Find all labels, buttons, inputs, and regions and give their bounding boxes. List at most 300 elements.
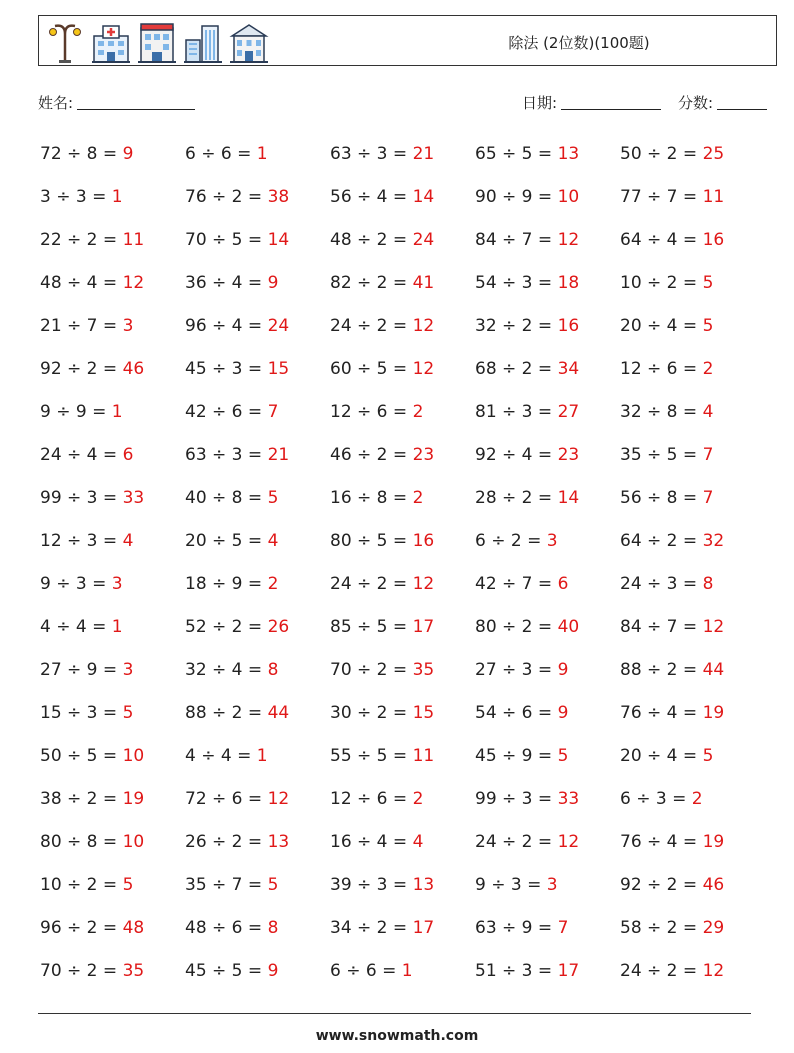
problem-question: 63 ÷ 3 =: [185, 445, 268, 465]
problem-answer: 8: [267, 918, 279, 938]
problem-answer: 11: [412, 746, 435, 766]
problem-question: 54 ÷ 6 =: [475, 703, 558, 723]
problem-question: 80 ÷ 2 =: [475, 617, 558, 637]
problem-question: 24 ÷ 2 =: [330, 574, 413, 594]
problem-question: 12 ÷ 6 =: [330, 402, 413, 422]
problem-question: 77 ÷ 7 =: [620, 187, 703, 207]
problem-question: 42 ÷ 6 =: [185, 402, 268, 422]
problem-item: [40, 305, 185, 348]
problem-answer: 21: [412, 144, 435, 164]
problem-item: [40, 606, 185, 649]
problem-question: 32 ÷ 4 =: [185, 660, 268, 680]
problem-item: [620, 692, 765, 735]
problem-answer: 33: [557, 789, 580, 809]
problem-item: [620, 434, 765, 477]
problem-answer: 4: [267, 531, 279, 551]
problem-item: [185, 133, 330, 176]
problem-question: 92 ÷ 4 =: [475, 445, 558, 465]
problem-answer: 14: [267, 230, 290, 250]
problem-item: [40, 649, 185, 692]
problem-answer: 17: [412, 918, 435, 938]
problem-item: [620, 606, 765, 649]
date-label: 日期:: [522, 94, 558, 112]
problem-answer: 16: [412, 531, 435, 551]
problem-answer: 19: [122, 789, 145, 809]
problem-item: [330, 348, 475, 391]
problem-answer: 12: [267, 789, 290, 809]
problem-answer: 21: [267, 445, 290, 465]
problem-answer: 1: [111, 402, 123, 422]
problem-answer: 4: [122, 531, 134, 551]
footer-divider: [38, 1013, 751, 1014]
problem-question: 24 ÷ 4 =: [40, 445, 123, 465]
problem-answer: 13: [412, 875, 435, 895]
problem-answer: 33: [122, 488, 145, 508]
problem-item: [185, 262, 330, 305]
problem-answer: 10: [122, 832, 145, 852]
problem-question: 48 ÷ 4 =: [40, 273, 123, 293]
problem-question: 60 ÷ 5 =: [330, 359, 413, 379]
hospital-icon: [91, 20, 131, 64]
problem-answer: 12: [412, 359, 435, 379]
problem-item: [330, 649, 475, 692]
date-field[interactable]: [522, 92, 661, 113]
worksheet-header: [38, 15, 777, 66]
problem-answer: 46: [122, 359, 145, 379]
problem-question: 6 ÷ 6 =: [330, 961, 402, 981]
problem-question: 72 ÷ 8 =: [40, 144, 123, 164]
problem-question: 42 ÷ 7 =: [475, 574, 558, 594]
problem-answer: 9: [557, 660, 569, 680]
problem-item: [40, 950, 185, 993]
problem-answer: 13: [557, 144, 580, 164]
problem-item: [620, 391, 765, 434]
problem-item: [40, 692, 185, 735]
score-field[interactable]: [678, 92, 767, 113]
problem-answer: 1: [111, 617, 123, 637]
problem-question: 70 ÷ 2 =: [330, 660, 413, 680]
problem-answer: 3: [122, 316, 134, 336]
problem-item: [330, 305, 475, 348]
problem-question: 20 ÷ 4 =: [620, 316, 703, 336]
problem-question: 55 ÷ 5 =: [330, 746, 413, 766]
problem-answer: 8: [267, 660, 279, 680]
problem-question: 45 ÷ 9 =: [475, 746, 558, 766]
problem-item: [40, 735, 185, 778]
problem-question: 46 ÷ 2 =: [330, 445, 413, 465]
problem-question: 63 ÷ 3 =: [330, 144, 413, 164]
problem-question: 96 ÷ 2 =: [40, 918, 123, 938]
problem-answer: 41: [412, 273, 435, 293]
problem-answer: 26: [267, 617, 290, 637]
problem-answer: 44: [267, 703, 290, 723]
problem-item: [185, 348, 330, 391]
name-field[interactable]: [38, 92, 195, 113]
problem-item: [330, 950, 475, 993]
problem-question: 4 ÷ 4 =: [185, 746, 257, 766]
problem-answer: 23: [412, 445, 435, 465]
problem-item: [185, 950, 330, 993]
problem-answer: 35: [122, 961, 145, 981]
problem-answer: 14: [412, 187, 435, 207]
problem-answer: 12: [557, 230, 580, 250]
problem-item: [620, 176, 765, 219]
problem-question: 84 ÷ 7 =: [620, 617, 703, 637]
problem-answer: 5: [702, 316, 714, 336]
problem-answer: 13: [267, 832, 290, 852]
problem-answer: 19: [702, 703, 725, 723]
problem-answer: 16: [557, 316, 580, 336]
problem-answer: 19: [702, 832, 725, 852]
problem-item: [475, 348, 620, 391]
problem-question: 9 ÷ 3 =: [40, 574, 112, 594]
problem-item: [475, 907, 620, 950]
problem-item: [40, 778, 185, 821]
problem-question: 58 ÷ 2 =: [620, 918, 703, 938]
street-lamp-icon: [45, 20, 85, 64]
problem-answer: 2: [412, 402, 424, 422]
problem-answer: 34: [557, 359, 580, 379]
problem-answer: 9: [267, 961, 279, 981]
problem-item: [475, 692, 620, 735]
problem-question: 36 ÷ 4 =: [185, 273, 268, 293]
problem-item: [620, 778, 765, 821]
problem-answer: 2: [267, 574, 279, 594]
problem-item: [475, 133, 620, 176]
problem-answer: 5: [122, 703, 134, 723]
problem-item: [330, 520, 475, 563]
problem-question: 84 ÷ 7 =: [475, 230, 558, 250]
problem-answer: 48: [122, 918, 145, 938]
problem-question: 4 ÷ 4 =: [40, 617, 112, 637]
problem-answer: 1: [256, 746, 268, 766]
office-tower-icon: [183, 20, 223, 64]
problem-answer: 14: [557, 488, 580, 508]
problem-answer: 23: [557, 445, 580, 465]
problem-answer: 10: [122, 746, 145, 766]
problem-answer: 2: [691, 789, 703, 809]
problem-answer: 17: [412, 617, 435, 637]
problem-item: [620, 520, 765, 563]
problem-question: 50 ÷ 2 =: [620, 144, 703, 164]
problem-item: [40, 176, 185, 219]
problem-answer: 7: [702, 445, 714, 465]
problem-answer: 2: [412, 488, 424, 508]
problem-item: [185, 907, 330, 950]
problem-question: 20 ÷ 4 =: [620, 746, 703, 766]
problem-item: [620, 477, 765, 520]
problem-item: [330, 262, 475, 305]
problem-item: [40, 821, 185, 864]
problem-question: 48 ÷ 6 =: [185, 918, 268, 938]
problem-question: 21 ÷ 7 =: [40, 316, 123, 336]
problem-item: [330, 477, 475, 520]
problem-question: 6 ÷ 3 =: [620, 789, 692, 809]
problem-answer: 3: [111, 574, 123, 594]
problem-question: 63 ÷ 9 =: [475, 918, 558, 938]
problem-question: 35 ÷ 5 =: [620, 445, 703, 465]
problem-question: 10 ÷ 2 =: [620, 273, 703, 293]
problem-answer: 15: [267, 359, 290, 379]
problem-answer: 7: [702, 488, 714, 508]
problem-answer: 5: [702, 746, 714, 766]
problem-item: [620, 735, 765, 778]
problem-answer: 12: [702, 961, 725, 981]
problem-answer: 1: [111, 187, 123, 207]
hotel-icon: [137, 20, 177, 64]
problem-item: [40, 348, 185, 391]
problem-answer: 12: [412, 316, 435, 336]
name-label: 姓名:: [38, 94, 74, 112]
bank-building-icon: [229, 20, 269, 64]
problem-question: 30 ÷ 2 =: [330, 703, 413, 723]
footer-url: www.snowmath.com: [315, 1028, 479, 1044]
problem-question: 64 ÷ 4 =: [620, 230, 703, 250]
name-blank[interactable]: [77, 93, 195, 110]
problem-item: [475, 735, 620, 778]
problem-question: 72 ÷ 6 =: [185, 789, 268, 809]
problem-question: 24 ÷ 2 =: [475, 832, 558, 852]
problem-question: 26 ÷ 2 =: [185, 832, 268, 852]
problem-question: 51 ÷ 3 =: [475, 961, 558, 981]
problem-question: 12 ÷ 6 =: [330, 789, 413, 809]
problem-answer: 3: [546, 531, 558, 551]
problem-answer: 11: [122, 230, 145, 250]
problem-question: 70 ÷ 5 =: [185, 230, 268, 250]
problem-question: 90 ÷ 9 =: [475, 187, 558, 207]
problem-question: 9 ÷ 9 =: [40, 402, 112, 422]
problem-question: 45 ÷ 3 =: [185, 359, 268, 379]
problem-answer: 4: [702, 402, 714, 422]
problem-answer: 8: [702, 574, 714, 594]
problem-item: [185, 477, 330, 520]
problem-question: 24 ÷ 3 =: [620, 574, 703, 594]
problem-question: 70 ÷ 2 =: [40, 961, 123, 981]
problem-item: [40, 262, 185, 305]
problem-item: [40, 563, 185, 606]
problem-answer: 12: [702, 617, 725, 637]
problem-item: [620, 649, 765, 692]
problem-answer: 16: [702, 230, 725, 250]
problem-question: 76 ÷ 2 =: [185, 187, 268, 207]
problem-item: [40, 434, 185, 477]
problem-question: 6 ÷ 6 =: [185, 144, 257, 164]
problem-answer: 46: [702, 875, 725, 895]
problem-answer: 6: [122, 445, 134, 465]
problem-question: 64 ÷ 2 =: [620, 531, 703, 551]
problem-item: [475, 864, 620, 907]
problem-item: [185, 692, 330, 735]
problem-question: 22 ÷ 2 =: [40, 230, 123, 250]
problem-item: [185, 391, 330, 434]
problem-answer: 24: [412, 230, 435, 250]
problem-item: [620, 950, 765, 993]
problem-question: 9 ÷ 3 =: [475, 875, 547, 895]
problem-question: 28 ÷ 2 =: [475, 488, 558, 508]
problem-question: 27 ÷ 9 =: [40, 660, 123, 680]
problem-answer: 3: [546, 875, 558, 895]
problem-item: [475, 219, 620, 262]
date-blank[interactable]: [561, 93, 661, 110]
problem-item: [620, 262, 765, 305]
problem-question: 32 ÷ 8 =: [620, 402, 703, 422]
problem-item: [40, 477, 185, 520]
problem-item: [330, 907, 475, 950]
problem-question: 99 ÷ 3 =: [40, 488, 123, 508]
problem-item: [185, 563, 330, 606]
problem-answer: 6: [557, 574, 569, 594]
problem-item: [40, 520, 185, 563]
problem-question: 80 ÷ 8 =: [40, 832, 123, 852]
problem-answer: 27: [557, 402, 580, 422]
problem-item: [185, 649, 330, 692]
problem-answer: 25: [702, 144, 725, 164]
problem-answer: 11: [702, 187, 725, 207]
problem-item: [620, 219, 765, 262]
problem-item: [330, 778, 475, 821]
problem-item: [185, 434, 330, 477]
problem-answer: 4: [412, 832, 424, 852]
problem-question: 38 ÷ 2 =: [40, 789, 123, 809]
problem-item: [475, 563, 620, 606]
problem-answer: 5: [267, 488, 279, 508]
problem-question: 35 ÷ 7 =: [185, 875, 268, 895]
score-blank[interactable]: [717, 93, 767, 110]
problem-question: 56 ÷ 4 =: [330, 187, 413, 207]
problem-item: [475, 778, 620, 821]
problem-item: [620, 305, 765, 348]
problem-item: [475, 520, 620, 563]
problem-question: 92 ÷ 2 =: [620, 875, 703, 895]
problem-item: [330, 735, 475, 778]
problem-item: [330, 692, 475, 735]
problem-answer: 2: [412, 789, 424, 809]
problem-answer: 7: [557, 918, 569, 938]
problem-question: 65 ÷ 5 =: [475, 144, 558, 164]
problem-question: 16 ÷ 4 =: [330, 832, 413, 852]
problem-answer: 17: [557, 961, 580, 981]
problem-item: [330, 391, 475, 434]
problem-item: [40, 907, 185, 950]
problem-item: [185, 864, 330, 907]
problem-question: 80 ÷ 5 =: [330, 531, 413, 551]
worksheet-title: 除法 (2位数)(100题): [508, 34, 650, 52]
problem-item: [40, 133, 185, 176]
problem-question: 76 ÷ 4 =: [620, 832, 703, 852]
problem-question: 27 ÷ 3 =: [475, 660, 558, 680]
problem-question: 85 ÷ 5 =: [330, 617, 413, 637]
problem-item: [475, 477, 620, 520]
problem-item: [475, 821, 620, 864]
problem-question: 96 ÷ 4 =: [185, 316, 268, 336]
problem-question: 68 ÷ 2 =: [475, 359, 558, 379]
problem-question: 52 ÷ 2 =: [185, 617, 268, 637]
problem-answer: 5: [557, 746, 569, 766]
problem-item: [475, 176, 620, 219]
problem-item: [475, 434, 620, 477]
problem-question: 88 ÷ 2 =: [620, 660, 703, 680]
problem-question: 56 ÷ 8 =: [620, 488, 703, 508]
problem-answer: 3: [122, 660, 134, 680]
problem-item: [475, 391, 620, 434]
problem-answer: 1: [401, 961, 413, 981]
problem-question: 76 ÷ 4 =: [620, 703, 703, 723]
problem-question: 3 ÷ 3 =: [40, 187, 112, 207]
problem-item: [330, 219, 475, 262]
problem-item: [185, 606, 330, 649]
problem-answer: 10: [557, 187, 580, 207]
problem-answer: 9: [122, 144, 134, 164]
problem-question: 12 ÷ 3 =: [40, 531, 123, 551]
problem-question: 18 ÷ 9 =: [185, 574, 268, 594]
problem-question: 10 ÷ 2 =: [40, 875, 123, 895]
problem-answer: 12: [557, 832, 580, 852]
problem-answer: 40: [557, 617, 580, 637]
problem-question: 81 ÷ 3 =: [475, 402, 558, 422]
problem-answer: 12: [122, 273, 145, 293]
problem-question: 39 ÷ 3 =: [330, 875, 413, 895]
problem-question: 92 ÷ 2 =: [40, 359, 123, 379]
problem-answer: 29: [702, 918, 725, 938]
problem-answer: 5: [267, 875, 279, 895]
problem-answer: 7: [267, 402, 279, 422]
problem-item: [185, 176, 330, 219]
problem-answer: 1: [256, 144, 268, 164]
problem-question: 54 ÷ 3 =: [475, 273, 558, 293]
header-icons: [45, 18, 269, 64]
problem-item: [185, 778, 330, 821]
problem-item: [620, 563, 765, 606]
problem-answer: 32: [702, 531, 725, 551]
problem-item: [620, 821, 765, 864]
problem-item: [330, 821, 475, 864]
problem-item: [185, 520, 330, 563]
problem-item: [330, 133, 475, 176]
problem-question: 12 ÷ 6 =: [620, 359, 703, 379]
problem-answer: 18: [557, 273, 580, 293]
problem-question: 99 ÷ 3 =: [475, 789, 558, 809]
problem-question: 16 ÷ 8 =: [330, 488, 413, 508]
problem-item: [475, 262, 620, 305]
problem-answer: 2: [702, 359, 714, 379]
problem-question: 34 ÷ 2 =: [330, 918, 413, 938]
problem-question: 45 ÷ 5 =: [185, 961, 268, 981]
problem-item: [185, 219, 330, 262]
student-info-fields: [38, 92, 770, 116]
problem-item: [330, 606, 475, 649]
problem-item: [185, 305, 330, 348]
problem-item: [185, 821, 330, 864]
problem-question: 24 ÷ 2 =: [330, 316, 413, 336]
problem-answer: 44: [702, 660, 725, 680]
problem-answer: 38: [267, 187, 290, 207]
problem-item: [185, 735, 330, 778]
problem-answer: 9: [267, 273, 279, 293]
problem-grid: [40, 133, 780, 993]
score-label: 分数:: [678, 94, 714, 112]
problem-answer: 24: [267, 316, 290, 336]
problem-item: [330, 563, 475, 606]
problem-item: [40, 391, 185, 434]
problem-answer: 5: [702, 273, 714, 293]
problem-question: 82 ÷ 2 =: [330, 273, 413, 293]
problem-item: [40, 219, 185, 262]
problem-question: 40 ÷ 8 =: [185, 488, 268, 508]
problem-answer: 5: [122, 875, 134, 895]
problem-question: 20 ÷ 5 =: [185, 531, 268, 551]
problem-question: 32 ÷ 2 =: [475, 316, 558, 336]
problem-answer: 9: [557, 703, 569, 723]
